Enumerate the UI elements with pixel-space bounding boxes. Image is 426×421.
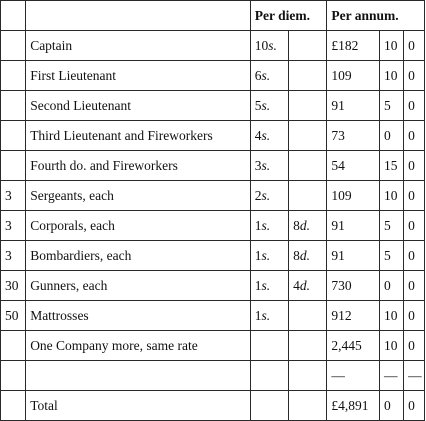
description-cell: Third Lieutenant and Fireworkers [26,121,251,151]
per-annum-pence-cell: 0 [404,121,425,151]
per-diem-pence-cell-unit: d. [299,277,310,293]
count-cell: 3 [1,211,26,241]
per-annum-pence-cell: 0 [404,271,425,301]
per-annum-pounds-cell: 91 [327,211,380,241]
per-diem-shillings-cell [250,271,288,301]
per-annum-pence-cell: 0 [404,241,425,271]
per-diem-shillings-cell-value: 1 [254,247,262,263]
per-annum-shillings-cell: 5 [380,241,404,271]
per-annum-shillings-cell: 0 [380,391,404,421]
per-diem-shillings-cell [250,61,288,91]
per-annum-pounds-cell: — [327,361,380,391]
per-diem-shillings-cell-value: 3 [254,157,262,173]
per-diem-shillings-cell-value: 2 [254,187,262,203]
per-diem-shillings-cell [250,181,288,211]
per-annum-pence-cell: 0 [404,91,425,121]
per-diem-shillings-cell-value: 1 [254,277,262,293]
header-per-diem: Per diem. [250,1,327,31]
pay-table-body [1,31,425,421]
per-annum-pounds-cell: 730 [327,271,380,301]
per-diem-shillings-cell-value: 4 [254,127,262,143]
per-diem-shillings-cell-unit: s. [268,37,277,53]
per-annum-shillings-cell: 10 [380,331,404,361]
per-annum-pounds-cell: 91 [327,91,380,121]
per-annum-pence-cell: 0 [404,391,425,421]
per-diem-pence-cell [289,181,327,211]
per-diem-shillings-cell-value: 1 [254,307,262,323]
description-cell: Corporals, each [26,211,251,241]
per-diem-pence-cell [289,121,327,151]
per-diem-shillings-cell-value: 6 [254,67,262,83]
per-diem-pence-cell-unit: d. [299,217,310,233]
per-annum-pounds-cell: £182 [327,31,380,61]
table-row [1,391,425,421]
per-diem-pence-cell [289,61,327,91]
per-diem-shillings-cell-unit: s. [261,157,271,173]
per-annum-shillings-cell: 10 [380,61,404,91]
per-diem-shillings-cell [250,361,288,391]
per-diem-shillings-cell-unit: s. [261,187,271,203]
count-cell [1,391,26,421]
per-annum-pounds-cell: 73 [327,121,380,151]
per-diem-pence-cell-unit: d. [299,247,310,263]
header-row [1,1,425,31]
description-cell: Total [26,391,251,421]
table-row [1,151,425,181]
per-diem-pence-cell [289,271,327,301]
count-cell: 30 [1,271,26,301]
header-description-cell [26,1,251,31]
count-cell [1,151,26,181]
per-diem-shillings-cell [250,391,288,421]
description-cell: Gunners, each [26,271,251,301]
per-diem-shillings-cell-unit: s. [261,307,271,323]
per-diem-pence-cell-value: 8 [293,217,300,233]
per-diem-pence-cell [289,391,327,421]
table-row [1,271,425,301]
description-cell: First Lieutenant [26,61,251,91]
per-annum-shillings-cell: 10 [380,301,404,331]
table-row [1,301,425,331]
description-cell: Sergeants, each [26,181,251,211]
per-diem-pence-cell-value: 4 [293,277,300,293]
per-annum-pounds-cell: 109 [327,181,380,211]
per-annum-pounds-cell: 54 [327,151,380,181]
per-diem-shillings-cell [250,301,288,331]
per-diem-shillings-cell-value: 1 [254,217,262,233]
per-annum-pounds-cell: 91 [327,241,380,271]
description-cell: Captain [26,31,251,61]
per-annum-shillings-cell: 15 [380,151,404,181]
per-diem-shillings-cell-unit: s. [261,97,271,113]
per-diem-shillings-cell [250,241,288,271]
per-annum-pence-cell: 0 [404,61,425,91]
count-cell: 3 [1,241,26,271]
per-diem-shillings-cell-unit: s. [261,247,271,263]
per-diem-shillings-cell [250,91,288,121]
table-row [1,211,425,241]
per-annum-pence-cell: 0 [404,181,425,211]
per-diem-pence-cell [289,331,327,361]
header-count-cell [1,1,26,31]
table-row [1,361,425,391]
per-annum-pence-cell: 0 [404,331,425,361]
per-diem-shillings-cell-value: 10 [254,37,269,53]
per-diem-pence-cell [289,361,327,391]
count-cell [1,361,26,391]
per-diem-shillings-cell-unit: s. [261,277,271,293]
count-cell [1,121,26,151]
per-annum-shillings-cell: 5 [380,211,404,241]
per-diem-shillings-cell [250,31,288,61]
per-annum-shillings-cell: — [380,361,404,391]
per-annum-pounds-cell: £4,891 [327,391,380,421]
per-diem-pence-cell [289,241,327,271]
table-row [1,331,425,361]
description-cell: Mattrosses [26,301,251,331]
per-annum-shillings-cell: 0 [380,121,404,151]
per-diem-pence-cell [289,301,327,331]
header-per-annum: Per annum. [327,1,425,31]
table-row [1,91,425,121]
per-diem-shillings-cell-value: 5 [254,97,262,113]
per-diem-shillings-cell-unit: s. [261,67,271,83]
table-row [1,61,425,91]
per-diem-shillings-cell [250,331,288,361]
per-annum-pence-cell: 0 [404,151,425,181]
per-annum-pounds-cell: 109 [327,61,380,91]
count-cell [1,31,26,61]
table-row [1,121,425,151]
per-diem-shillings-cell [250,151,288,181]
per-diem-shillings-cell-unit: s. [261,127,271,143]
per-diem-shillings-cell [250,121,288,151]
per-annum-pence-cell: 0 [404,301,425,331]
per-annum-shillings-cell: 10 [380,181,404,211]
per-annum-pence-cell: 0 [404,31,425,61]
per-annum-shillings-cell: 10 [380,31,404,61]
per-annum-pence-cell: — [404,361,425,391]
count-cell: 50 [1,301,26,331]
per-annum-pence-cell: 0 [404,211,425,241]
description-cell: Fourth do. and Fireworkers [26,151,251,181]
per-diem-pence-cell [289,151,327,181]
per-diem-pence-cell-value: 8 [293,247,300,263]
count-cell [1,61,26,91]
per-diem-shillings-cell [250,211,288,241]
per-annum-shillings-cell: 0 [380,271,404,301]
count-cell: 3 [1,181,26,211]
per-annum-pounds-cell: 2,445 [327,331,380,361]
description-cell: Bombardiers, each [26,241,251,271]
count-cell [1,91,26,121]
per-diem-shillings-cell-unit: s. [261,217,271,233]
per-annum-shillings-cell: 5 [380,91,404,121]
table-row [1,181,425,211]
per-diem-pence-cell [289,211,327,241]
per-diem-pence-cell [289,31,327,61]
per-diem-pence-cell [289,91,327,121]
description-cell [26,361,251,391]
description-cell: Second Lieutenant [26,91,251,121]
description-cell: One Company more, same rate [26,331,251,361]
table-row [1,241,425,271]
table-row [1,31,425,61]
count-cell [1,331,26,361]
per-annum-pounds-cell: 912 [327,301,380,331]
